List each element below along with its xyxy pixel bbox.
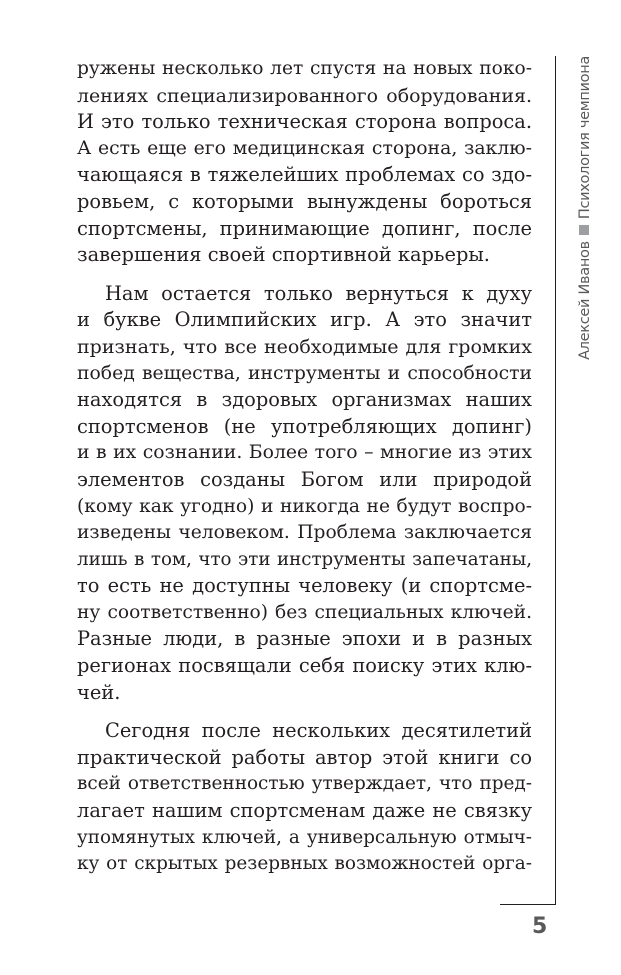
text-line: чающаяся в тяжелейших проблемах со здо- bbox=[77, 163, 532, 187]
text-line: изведены человеком. Проблема заключается bbox=[77, 522, 532, 544]
body-text bbox=[77, 56, 532, 878]
text-line: ровьем, с которыми вынуждены бороться bbox=[77, 189, 532, 213]
text-line: находятся в здоровых организмах наших bbox=[77, 388, 532, 412]
paragraph-3 bbox=[77, 718, 532, 878]
text-line: практической работы автор этой книги со bbox=[77, 745, 532, 769]
text-line: завершения своей спортивной карьеры. bbox=[77, 243, 490, 267]
text-line: Нам остается только вернуться к духу bbox=[105, 281, 532, 305]
text-line: спортсменов (не употребляющих допинг) bbox=[77, 414, 532, 438]
text-line: упомянутых ключей, а универсальную отмыч- bbox=[77, 826, 532, 848]
paragraph-1 bbox=[77, 56, 532, 269]
text-line: И это только техническая сторона вопроса. bbox=[77, 110, 532, 134]
text-line: чей. bbox=[77, 680, 121, 704]
vertical-rule bbox=[555, 56, 556, 904]
text-line: побед вещества, инструменты и способности bbox=[77, 362, 532, 384]
footer-rule bbox=[500, 904, 556, 905]
text-line: и букве Олимпийских игр. А это значит bbox=[77, 308, 532, 332]
text-line: ружены несколько лет спустя на новых поко- bbox=[77, 58, 532, 79]
text-line: (кому как угодно) и никогда не будут воспро- bbox=[77, 495, 532, 517]
text-line: то есть не доступны человеку (и спортсме- bbox=[77, 574, 532, 598]
text-line: регионах посвящали себя поиску этих клю- bbox=[77, 654, 532, 678]
running-head-title: Психология чемпиона bbox=[577, 56, 593, 220]
running-head-author: Алексей Иванов bbox=[577, 241, 593, 360]
text-line: лишь в том, что эти инструменты запечатаны, bbox=[77, 548, 532, 570]
text-line: А есть еще его медицинская сторона, заклю- bbox=[77, 137, 532, 159]
square-separator-icon bbox=[579, 225, 589, 235]
text-line: Разные люди, в разные эпохи и в разных bbox=[77, 627, 532, 651]
text-line: лагает нашим спортсменам даже не связку bbox=[77, 799, 532, 823]
text-line: ку от скрытых резервных возможностей орга- bbox=[77, 853, 532, 875]
text-line: всей ответственностью утверждает, что пред- bbox=[77, 773, 532, 795]
text-line: Сегодня после нескольких десятилетий bbox=[105, 719, 532, 743]
text-line: элементов созданы Богом или природой bbox=[77, 467, 532, 491]
text-line: и в их сознании. Более того – многие из этих bbox=[77, 442, 532, 464]
text-line: ну соответственно) без специальных ключей. bbox=[77, 601, 532, 623]
text-line: спортсмены, принимающие допинг, после bbox=[77, 216, 532, 240]
page-number: 5 bbox=[532, 914, 548, 939]
running-head-text bbox=[574, 56, 596, 396]
paragraph-2 bbox=[77, 281, 532, 707]
running-head bbox=[574, 56, 596, 396]
text-line: лениях специализированного оборудования. bbox=[77, 84, 532, 107]
text-line: признать, что все необходимые для громких bbox=[77, 335, 532, 358]
